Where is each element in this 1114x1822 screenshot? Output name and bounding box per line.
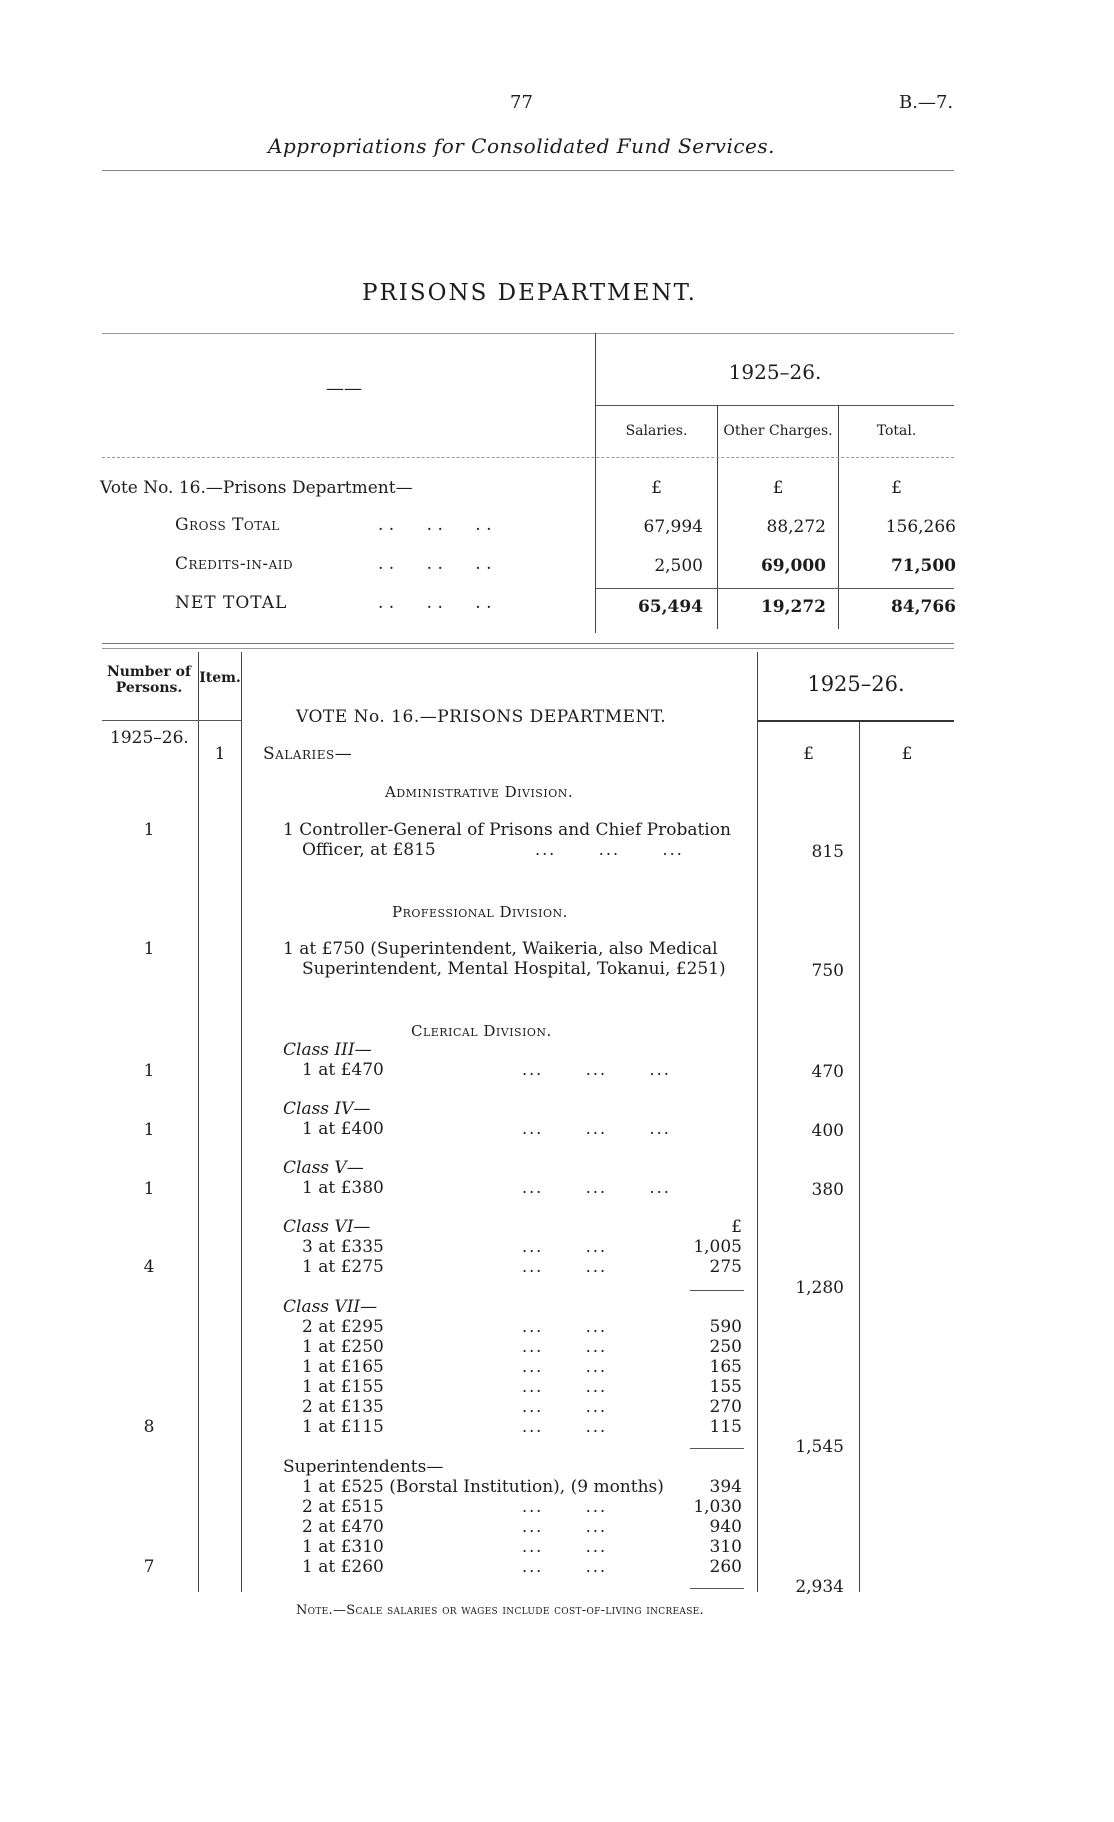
clerical-division-heading: Clerical Division. — [411, 1022, 552, 1040]
class-7-line-2: 1 at £250 — [302, 1337, 384, 1357]
supt-line-5: 1 at £260 — [302, 1557, 384, 1577]
currency-salaries: £ — [651, 478, 662, 498]
class-6-dots-1: ... ... — [522, 1237, 608, 1256]
superintendents-heading: Superintendents— — [283, 1457, 444, 1477]
supt-amount-5: 260 — [709, 1557, 742, 1577]
class-7-amount-5: 270 — [709, 1397, 742, 1417]
class-7-line-5: 2 at £135 — [302, 1397, 384, 1417]
class-7-amount-4: 155 — [709, 1377, 742, 1397]
gross-salaries: 67,994 — [643, 517, 703, 537]
class-6-line-1: 3 at £335 — [302, 1237, 384, 1257]
class-5-amount: 380 — [811, 1180, 844, 1200]
detail-top-rule — [102, 648, 954, 649]
class-7-line-3: 1 at £165 — [302, 1357, 384, 1377]
class-7-amount-6: 115 — [709, 1417, 742, 1437]
supt-line-4: 1 at £310 — [302, 1537, 384, 1557]
supt-line-2: 2 at £515 — [302, 1497, 384, 1517]
class-7-dots-5: ... ... — [522, 1397, 608, 1416]
vote-title: VOTE No. 16.—PRISONS DEPARTMENT. — [296, 707, 667, 727]
class-7-dots-1: ... ... — [522, 1317, 608, 1336]
class-6-pound: £ — [731, 1217, 742, 1237]
supt-dots-5: ... ... — [522, 1557, 608, 1576]
net-salaries: 65,494 — [637, 597, 703, 617]
summary-top-rule — [102, 333, 954, 334]
item-number: 1 — [214, 744, 226, 764]
supt-dots-3: ... ... — [522, 1517, 608, 1536]
class-3-amount: 470 — [811, 1062, 844, 1082]
class-6-amount-2: 275 — [709, 1257, 742, 1277]
row-credits-dots: . . . . . . — [378, 554, 492, 574]
summary-year-rule — [596, 405, 954, 406]
net-total: 84,766 — [890, 597, 956, 617]
credits-other: 69,000 — [760, 556, 826, 576]
year-left: 1925–26. — [110, 728, 189, 748]
supt-sum-rule — [690, 1588, 744, 1589]
class-7-sum-rule — [690, 1448, 744, 1449]
page-title: PRISONS DEPARTMENT. — [362, 280, 697, 306]
class-7-line-6: 1 at £115 — [302, 1417, 384, 1437]
prof-division-heading: Professional Division. — [392, 903, 568, 921]
col-header-item: Item. — [199, 670, 241, 686]
detail-currency-a: £ — [803, 744, 814, 764]
admin-division-heading: Administrative Division. — [385, 783, 574, 801]
class-7-amount-1: 590 — [709, 1317, 742, 1337]
detail-currency-b: £ — [901, 744, 913, 764]
persons-item-divider — [198, 652, 199, 1592]
admin-line-1: 1 Controller-General of Prisons and Chief Probation — [283, 820, 731, 840]
net-total-rule — [596, 588, 954, 589]
class-3-heading: Class III— — [283, 1040, 372, 1060]
class-7-total: 1,545 — [795, 1437, 844, 1457]
row-gross-total-dots: . . . . . . — [378, 515, 492, 535]
class-7-amount-3: 165 — [709, 1357, 742, 1377]
supt-line-1: 1 at £525 (Borstal Institution), (9 months) — [302, 1477, 664, 1497]
class-6-sum-rule — [690, 1290, 744, 1291]
class-5-heading: Class V— — [283, 1158, 364, 1178]
class-6-amount-1: 1,005 — [693, 1237, 742, 1257]
class-7-line-1: 2 at £295 — [302, 1317, 384, 1337]
class-6-heading: Class VI— — [283, 1217, 371, 1237]
row-net-total-dots: . . . . . . — [378, 593, 492, 613]
supt-amount-4: 310 — [709, 1537, 742, 1557]
class-4-line: 1 at £400 — [302, 1119, 384, 1139]
col-header-total: Total. — [876, 423, 917, 439]
row-net-total-label: NET TOTAL — [175, 593, 288, 613]
prof-line-1: 1 at £750 (Superintendent, Waikeria, also Medical — [283, 939, 718, 959]
col-header-other-charges: Other Charges. — [723, 423, 833, 439]
prof-line-2: Superintendent, Mental Hospital, Tokanui, £251) — [302, 959, 726, 979]
gross-other: 88,272 — [766, 517, 826, 537]
class-7-line-4: 1 at £155 — [302, 1377, 384, 1397]
currency-total: £ — [891, 478, 902, 498]
col-header-salaries: Salaries. — [625, 423, 688, 439]
document-code: B.—7. — [899, 92, 954, 113]
supt-dots-4: ... ... — [522, 1537, 608, 1556]
summary-header-rule — [102, 457, 954, 458]
class-6-dots-2: ... ... — [522, 1257, 608, 1276]
class-4-persons: 1 — [143, 1120, 155, 1140]
amount-total-divider — [859, 722, 860, 1592]
page-number: 77 — [510, 92, 533, 113]
supt-amount-3: 940 — [709, 1517, 742, 1537]
supt-amount-2: 1,030 — [693, 1497, 742, 1517]
credits-salaries: 2,500 — [654, 556, 703, 576]
supt-total: 2,934 — [795, 1577, 844, 1597]
admin-dots: ... ... ... — [535, 840, 684, 859]
class-3-line: 1 at £470 — [302, 1060, 384, 1080]
item-text-divider — [241, 652, 242, 1592]
class-4-amount: 400 — [811, 1121, 844, 1141]
credits-total: 71,500 — [890, 556, 956, 576]
net-other: 19,272 — [760, 597, 826, 617]
class-7-amount-2: 250 — [709, 1337, 742, 1357]
item-header-rule — [199, 720, 241, 721]
supt-amount-1: 394 — [709, 1477, 742, 1497]
admin-line-2: Officer, at £815 — [302, 840, 436, 860]
class-6-persons: 4 — [143, 1257, 155, 1277]
class-7-heading: Class VII— — [283, 1297, 378, 1317]
admin-amount: 815 — [811, 842, 844, 862]
footnote: Note.—Scale salaries or wages include cost-of-living increase. — [296, 1603, 704, 1618]
class-7-persons: 8 — [143, 1417, 155, 1437]
persons-header-rule — [102, 720, 199, 721]
summary-dash: —— — [326, 378, 362, 399]
summary-year: 1925–26. — [728, 360, 822, 384]
class-7-dots-2: ... ... — [522, 1337, 608, 1356]
summary-bottom-rule — [102, 643, 954, 644]
class-7-dots-6: ... ... — [522, 1417, 608, 1436]
col-header-number-persons: Number of Persons. — [106, 664, 192, 696]
year-right: 1925–26. — [807, 672, 905, 696]
prof-persons: 1 — [143, 939, 155, 959]
class-3-persons: 1 — [143, 1061, 155, 1081]
row-credits-label: Credits-in-aid — [175, 554, 294, 574]
class-5-persons: 1 — [143, 1179, 155, 1199]
admin-persons: 1 — [143, 820, 155, 840]
class-4-heading: Class IV— — [283, 1099, 371, 1119]
class-6-line-2: 1 at £275 — [302, 1257, 384, 1277]
class-6-total: 1,280 — [795, 1278, 844, 1298]
gross-total: 156,266 — [885, 517, 956, 537]
class-7-dots-3: ... ... — [522, 1357, 608, 1376]
prof-amount: 750 — [811, 961, 844, 981]
class-3-dots: ... ... ... — [522, 1060, 671, 1079]
supt-persons: 7 — [143, 1557, 155, 1577]
supt-dots-2: ... ... — [522, 1497, 608, 1516]
year-right-rule — [758, 720, 954, 722]
class-7-dots-4: ... ... — [522, 1377, 608, 1396]
page-subtitle: Appropriations for Consolidated Fund Services. — [268, 134, 776, 158]
currency-other: £ — [772, 478, 784, 498]
salaries-heading: Salaries— — [263, 744, 353, 764]
class-4-dots: ... ... ... — [522, 1119, 671, 1138]
row-gross-total-label: Gross Total — [175, 515, 280, 535]
supt-line-3: 2 at £470 — [302, 1517, 384, 1537]
vote-label: Vote No. 16.—Prisons Department— — [100, 478, 413, 498]
header-rule — [102, 170, 954, 171]
class-5-line: 1 at £380 — [302, 1178, 384, 1198]
class-5-dots: ... ... ... — [522, 1178, 671, 1197]
